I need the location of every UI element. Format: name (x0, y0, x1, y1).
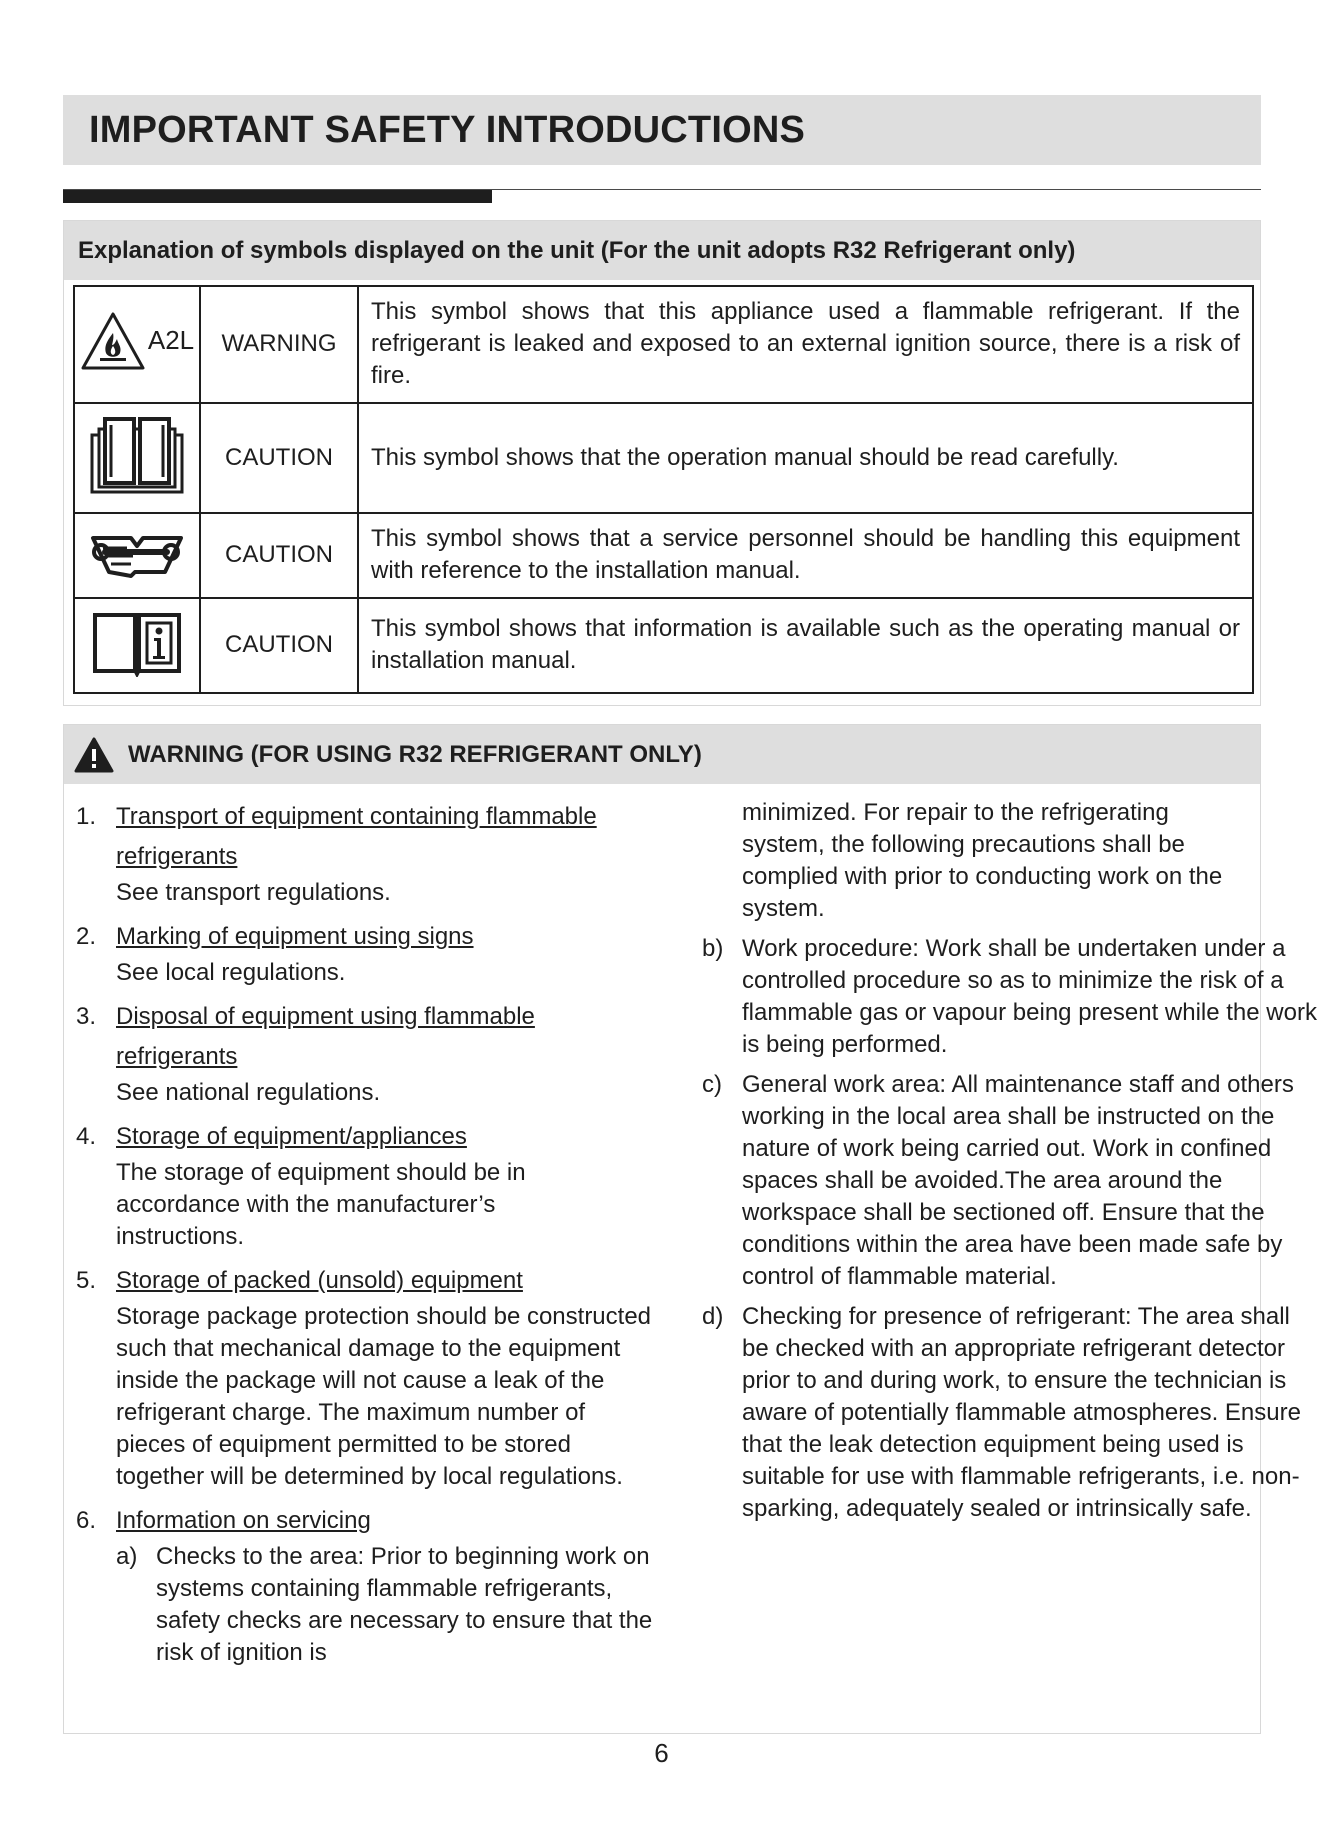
sub-item-letter: b) (702, 935, 724, 962)
list-item (76, 917, 716, 989)
item-number: 2. (76, 923, 97, 950)
sub-item-letter: c) (702, 1071, 722, 1098)
item-heading: Transport of equipment containing flammable refrigerants (116, 803, 597, 870)
sub-item-letter: d) (702, 1303, 724, 1330)
symbol-label: WARNING (200, 286, 358, 403)
page-number: 6 (654, 1738, 669, 1768)
item-heading: Marking of equipment using signs (116, 923, 474, 950)
symbol-icon-cell (74, 598, 200, 694)
symbol-description: This symbol shows that a service personnel should be handling this equipment with reference to the installation manual. (358, 513, 1253, 597)
symbol-description: This symbol shows that information is available such as the operating manual or installation manual. (358, 598, 1253, 694)
warning-right-column (702, 797, 1322, 1533)
item-heading: Information on servicing (116, 1507, 371, 1534)
item-heading: Disposal of equipment using flammable refrigerants (116, 1003, 535, 1070)
sub-item-text: Checks to the area: Prior to beginning work on systems containing flammable refrigerants, safety checks are necessary to ensure that the risk of ignition is (156, 1543, 653, 1666)
symbol-label: CAUTION (200, 403, 358, 514)
symbol-description: This symbol shows that the operation manual should be read carefully. (358, 403, 1253, 514)
sub-item (702, 1301, 1322, 1525)
symbol-icon-cell (74, 286, 200, 403)
symbols-section (63, 220, 1261, 706)
symbols-table (73, 285, 1254, 694)
symbol-icon-cell (74, 513, 200, 597)
sub-item (116, 1541, 656, 1669)
item-body: Storage package protection should be constructed such that mechanical damage to the equipment inside the package will not cause a leak of the refrigerant charge. The maximum number of pieces of equipment permitted to be stored together will be determined by local regulations. (116, 1303, 652, 1490)
item-body: See transport regulations. (116, 879, 391, 906)
symbol-row (74, 513, 1253, 597)
symbol-description: This symbol shows that this appliance used a flammable refrigerant. If the refrigerant is leaked and exposed to an external ignition source, there is a risk of fire. (358, 286, 1253, 403)
sub-item-text: Checking for presence of refrigerant: The area shall be checked with an appropriate refrigerant detector prior to and during work, to ensure the technician is aware of potentially flammable atmospheres. Ensure that the leak detection equipment being used is suitable for use with flammable refrigerants, i.e. non-sparking, adequately sealed or intrinsically safe. (742, 1303, 1301, 1522)
page-title: IMPORTANT SAFETY INTRODUCTIONS (89, 108, 806, 151)
information-manual-icon (89, 607, 185, 677)
item-heading: Storage of packed (unsold) equipment (116, 1267, 523, 1294)
sub-item (702, 1069, 1322, 1293)
symbols-heading-bar (64, 221, 1260, 280)
symbols-heading: Explanation of symbols displayed on the unit (For the unit adopts R32 Refrigerant only) (78, 236, 1076, 264)
sub-item-text: Work procedure: Work shall be undertaken under a controlled procedure so as to minimize the risk of a flammable gas or vapour being present while the work is being performed. (742, 935, 1317, 1058)
warning-section (63, 724, 1317, 1734)
item-body: See local regulations. (116, 959, 346, 986)
symbol-row (74, 286, 1253, 403)
item-number: 4. (76, 1123, 97, 1150)
warning-icon (74, 737, 114, 773)
item-number: 3. (76, 1003, 97, 1030)
symbol-label: CAUTION (200, 598, 358, 694)
symbol-label: CAUTION (200, 513, 358, 597)
operation-manual-icon (89, 413, 185, 495)
service-manual-icon (87, 526, 187, 578)
item-body: The storage of equipment should be in accordance with the manufacturer’s instructions. (116, 1159, 526, 1250)
warning-heading: WARNING (FOR USING R32 REFRIGERANT ONLY) (128, 740, 702, 768)
a2l-label: A2L (147, 325, 195, 356)
item-heading: Storage of equipment/appliances (116, 1123, 467, 1150)
sub-item (702, 933, 1322, 1061)
list-item (76, 1501, 716, 1669)
list-item (76, 1261, 716, 1493)
divider-accent (63, 190, 492, 203)
item-number: 5. (76, 1267, 97, 1294)
list-item (76, 797, 716, 909)
symbol-icon-cell (74, 403, 200, 514)
page-title-bar (63, 95, 1261, 165)
flammable-warning-icon (80, 311, 146, 371)
item-number: 1. (76, 803, 97, 830)
sub-item-letter: a) (116, 1543, 138, 1570)
list-item (76, 997, 716, 1109)
sub-item-continuation: minimized. For repair to the refrigerating system, the following precautions shall be complied with prior to conducting work on the system. (742, 799, 1223, 922)
sub-item-text: General work area: All maintenance staff and others working in the local area shall be instructed on the nature of work being carried out. Work in confined spaces shall be avoided.The area around the workspace shall be sectioned off. Ensure that the conditions within the area have been made safe by control of flammable material. (742, 1071, 1294, 1290)
item-body: See national regulations. (116, 1079, 381, 1106)
warning-left-column (76, 797, 716, 1677)
item-number: 6. (76, 1507, 97, 1534)
symbol-row (74, 403, 1253, 514)
warning-heading-bar (64, 725, 1260, 784)
symbol-row (74, 598, 1253, 694)
list-item (76, 1117, 716, 1253)
